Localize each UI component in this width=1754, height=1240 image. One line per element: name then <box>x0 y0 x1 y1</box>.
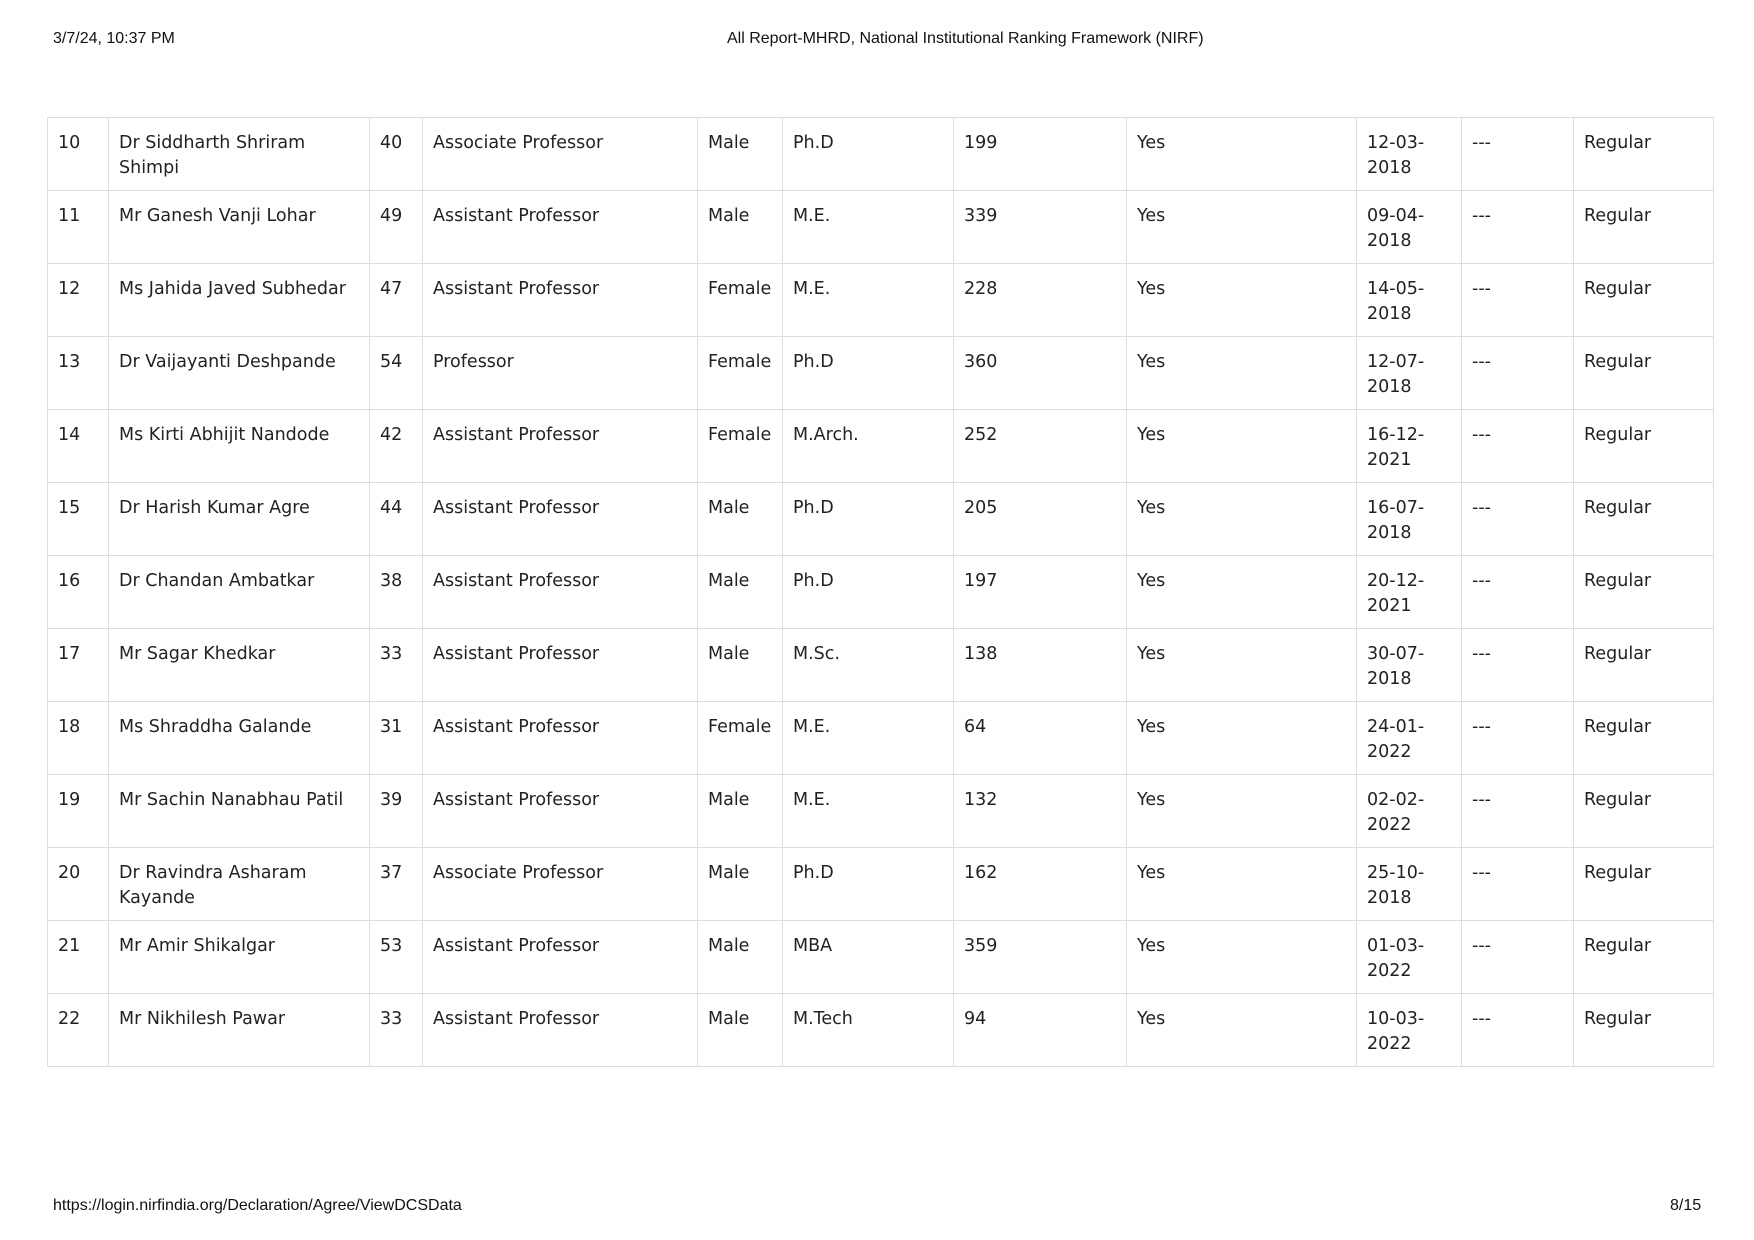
cell-joining-date: 01-03-2022 <box>1357 921 1462 994</box>
table-row <box>48 921 1714 994</box>
cell-joining-date: 12-03-2018 <box>1357 118 1462 191</box>
cell-gender: Male <box>698 556 783 629</box>
cell-designation: Associate Professor <box>423 848 698 921</box>
cell-name: Dr Vaijayanti Deshpande <box>109 337 370 410</box>
cell-gender: Male <box>698 848 783 921</box>
cell-association: Regular <box>1574 994 1714 1067</box>
cell-designation: Associate Professor <box>423 118 698 191</box>
cell-sno: 22 <box>48 994 109 1067</box>
cell-gender: Female <box>698 410 783 483</box>
cell-sno: 18 <box>48 702 109 775</box>
cell-sno: 16 <box>48 556 109 629</box>
page-url: https://login.nirfindia.org/Declaration/Agree/ViewDCSData <box>53 1197 462 1214</box>
cell-age: 33 <box>370 629 423 702</box>
cell-experience: 228 <box>954 264 1127 337</box>
cell-sno: 19 <box>48 775 109 848</box>
cell-currently-working: Yes <box>1127 191 1357 264</box>
cell-currently-working: Yes <box>1127 264 1357 337</box>
cell-gender: Male <box>698 994 783 1067</box>
cell-joining-date: 12-07-2018 <box>1357 337 1462 410</box>
cell-qualification: Ph.D <box>783 556 954 629</box>
cell-association: Regular <box>1574 921 1714 994</box>
cell-joining-date: 14-05-2018 <box>1357 264 1462 337</box>
cell-name: Mr Amir Shikalgar <box>109 921 370 994</box>
table-row <box>48 775 1714 848</box>
cell-age: 49 <box>370 191 423 264</box>
cell-designation: Assistant Professor <box>423 556 698 629</box>
cell-experience: 94 <box>954 994 1127 1067</box>
cell-experience: 205 <box>954 483 1127 556</box>
cell-gender: Female <box>698 337 783 410</box>
cell-gender: Male <box>698 921 783 994</box>
table-row <box>48 702 1714 775</box>
cell-name: Mr Sagar Khedkar <box>109 629 370 702</box>
table-row <box>48 118 1714 191</box>
cell-experience: 252 <box>954 410 1127 483</box>
cell-association: Regular <box>1574 775 1714 848</box>
cell-joining-date: 16-12-2021 <box>1357 410 1462 483</box>
cell-qualification: M.E. <box>783 702 954 775</box>
cell-association: Regular <box>1574 410 1714 483</box>
cell-leaving-date: --- <box>1462 191 1574 264</box>
cell-association: Regular <box>1574 848 1714 921</box>
cell-association: Regular <box>1574 556 1714 629</box>
cell-currently-working: Yes <box>1127 629 1357 702</box>
cell-qualification: M.Tech <box>783 994 954 1067</box>
cell-association: Regular <box>1574 191 1714 264</box>
cell-leaving-date: --- <box>1462 994 1574 1067</box>
page-number: 8/15 <box>1670 1197 1702 1214</box>
print-datetime: 3/7/24, 10:37 PM <box>53 30 175 47</box>
table-row <box>48 337 1714 410</box>
cell-leaving-date: --- <box>1462 702 1574 775</box>
cell-leaving-date: --- <box>1462 921 1574 994</box>
cell-designation: Assistant Professor <box>423 994 698 1067</box>
cell-qualification: MBA <box>783 921 954 994</box>
cell-age: 33 <box>370 994 423 1067</box>
cell-association: Regular <box>1574 702 1714 775</box>
cell-currently-working: Yes <box>1127 556 1357 629</box>
cell-association: Regular <box>1574 118 1714 191</box>
cell-joining-date: 10-03-2022 <box>1357 994 1462 1067</box>
cell-experience: 360 <box>954 337 1127 410</box>
page-title: All Report-MHRD, National Institutional Ranking Framework (NIRF) <box>727 30 1204 47</box>
cell-currently-working: Yes <box>1127 921 1357 994</box>
cell-designation: Assistant Professor <box>423 702 698 775</box>
cell-qualification: Ph.D <box>783 848 954 921</box>
cell-sno: 11 <box>48 191 109 264</box>
cell-experience: 162 <box>954 848 1127 921</box>
cell-sno: 12 <box>48 264 109 337</box>
table-row <box>48 629 1714 702</box>
cell-age: 37 <box>370 848 423 921</box>
cell-sno: 10 <box>48 118 109 191</box>
cell-age: 39 <box>370 775 423 848</box>
cell-designation: Assistant Professor <box>423 775 698 848</box>
cell-designation: Assistant Professor <box>423 483 698 556</box>
cell-gender: Female <box>698 264 783 337</box>
cell-designation: Assistant Professor <box>423 629 698 702</box>
cell-name: Mr Nikhilesh Pawar <box>109 994 370 1067</box>
cell-name: Mr Ganesh Vanji Lohar <box>109 191 370 264</box>
cell-association: Regular <box>1574 483 1714 556</box>
cell-leaving-date: --- <box>1462 556 1574 629</box>
cell-qualification: Ph.D <box>783 337 954 410</box>
cell-qualification: M.E. <box>783 264 954 337</box>
cell-joining-date: 09-04-2018 <box>1357 191 1462 264</box>
cell-age: 42 <box>370 410 423 483</box>
cell-gender: Male <box>698 118 783 191</box>
cell-name: Dr Harish Kumar Agre <box>109 483 370 556</box>
cell-age: 47 <box>370 264 423 337</box>
cell-sno: 13 <box>48 337 109 410</box>
cell-experience: 197 <box>954 556 1127 629</box>
cell-leaving-date: --- <box>1462 629 1574 702</box>
cell-name: Ms Kirti Abhijit Nandode <box>109 410 370 483</box>
cell-gender: Male <box>698 191 783 264</box>
cell-association: Regular <box>1574 629 1714 702</box>
cell-currently-working: Yes <box>1127 702 1357 775</box>
cell-joining-date: 30-07-2018 <box>1357 629 1462 702</box>
cell-name: Dr Ravindra Asharam Kayande <box>109 848 370 921</box>
table-row <box>48 264 1714 337</box>
cell-sno: 17 <box>48 629 109 702</box>
cell-name: Dr Siddharth Shriram Shimpi <box>109 118 370 191</box>
cell-experience: 64 <box>954 702 1127 775</box>
table-row <box>48 556 1714 629</box>
cell-leaving-date: --- <box>1462 264 1574 337</box>
cell-gender: Male <box>698 629 783 702</box>
cell-experience: 138 <box>954 629 1127 702</box>
cell-designation: Assistant Professor <box>423 191 698 264</box>
cell-leaving-date: --- <box>1462 118 1574 191</box>
cell-designation: Assistant Professor <box>423 921 698 994</box>
cell-age: 38 <box>370 556 423 629</box>
cell-name: Mr Sachin Nanabhau Patil <box>109 775 370 848</box>
cell-qualification: Ph.D <box>783 118 954 191</box>
faculty-table-body <box>48 118 1714 1067</box>
cell-designation: Professor <box>423 337 698 410</box>
cell-gender: Female <box>698 702 783 775</box>
cell-age: 40 <box>370 118 423 191</box>
cell-age: 54 <box>370 337 423 410</box>
cell-qualification: M.E. <box>783 191 954 264</box>
cell-qualification: Ph.D <box>783 483 954 556</box>
faculty-table <box>47 117 1714 1067</box>
cell-currently-working: Yes <box>1127 337 1357 410</box>
cell-joining-date: 24-01-2022 <box>1357 702 1462 775</box>
cell-name: Ms Jahida Javed Subhedar <box>109 264 370 337</box>
cell-qualification: M.E. <box>783 775 954 848</box>
cell-qualification: M.Sc. <box>783 629 954 702</box>
cell-leaving-date: --- <box>1462 483 1574 556</box>
cell-association: Regular <box>1574 264 1714 337</box>
table-row <box>48 848 1714 921</box>
cell-leaving-date: --- <box>1462 848 1574 921</box>
cell-designation: Assistant Professor <box>423 410 698 483</box>
cell-currently-working: Yes <box>1127 483 1357 556</box>
cell-name: Dr Chandan Ambatkar <box>109 556 370 629</box>
cell-experience: 359 <box>954 921 1127 994</box>
cell-age: 44 <box>370 483 423 556</box>
cell-joining-date: 20-12-2021 <box>1357 556 1462 629</box>
table-row <box>48 994 1714 1067</box>
cell-joining-date: 16-07-2018 <box>1357 483 1462 556</box>
cell-currently-working: Yes <box>1127 775 1357 848</box>
cell-currently-working: Yes <box>1127 118 1357 191</box>
cell-joining-date: 02-02-2022 <box>1357 775 1462 848</box>
cell-leaving-date: --- <box>1462 410 1574 483</box>
cell-sno: 20 <box>48 848 109 921</box>
cell-sno: 14 <box>48 410 109 483</box>
table-row <box>48 483 1714 556</box>
cell-age: 31 <box>370 702 423 775</box>
cell-name: Ms Shraddha Galande <box>109 702 370 775</box>
cell-sno: 21 <box>48 921 109 994</box>
cell-currently-working: Yes <box>1127 848 1357 921</box>
cell-experience: 199 <box>954 118 1127 191</box>
cell-currently-working: Yes <box>1127 994 1357 1067</box>
cell-currently-working: Yes <box>1127 410 1357 483</box>
cell-leaving-date: --- <box>1462 337 1574 410</box>
cell-gender: Male <box>698 775 783 848</box>
cell-qualification: M.Arch. <box>783 410 954 483</box>
cell-age: 53 <box>370 921 423 994</box>
cell-designation: Assistant Professor <box>423 264 698 337</box>
cell-experience: 339 <box>954 191 1127 264</box>
table-row <box>48 191 1714 264</box>
cell-gender: Male <box>698 483 783 556</box>
cell-experience: 132 <box>954 775 1127 848</box>
cell-leaving-date: --- <box>1462 775 1574 848</box>
cell-sno: 15 <box>48 483 109 556</box>
cell-association: Regular <box>1574 337 1714 410</box>
table-row <box>48 410 1714 483</box>
cell-joining-date: 25-10-2018 <box>1357 848 1462 921</box>
